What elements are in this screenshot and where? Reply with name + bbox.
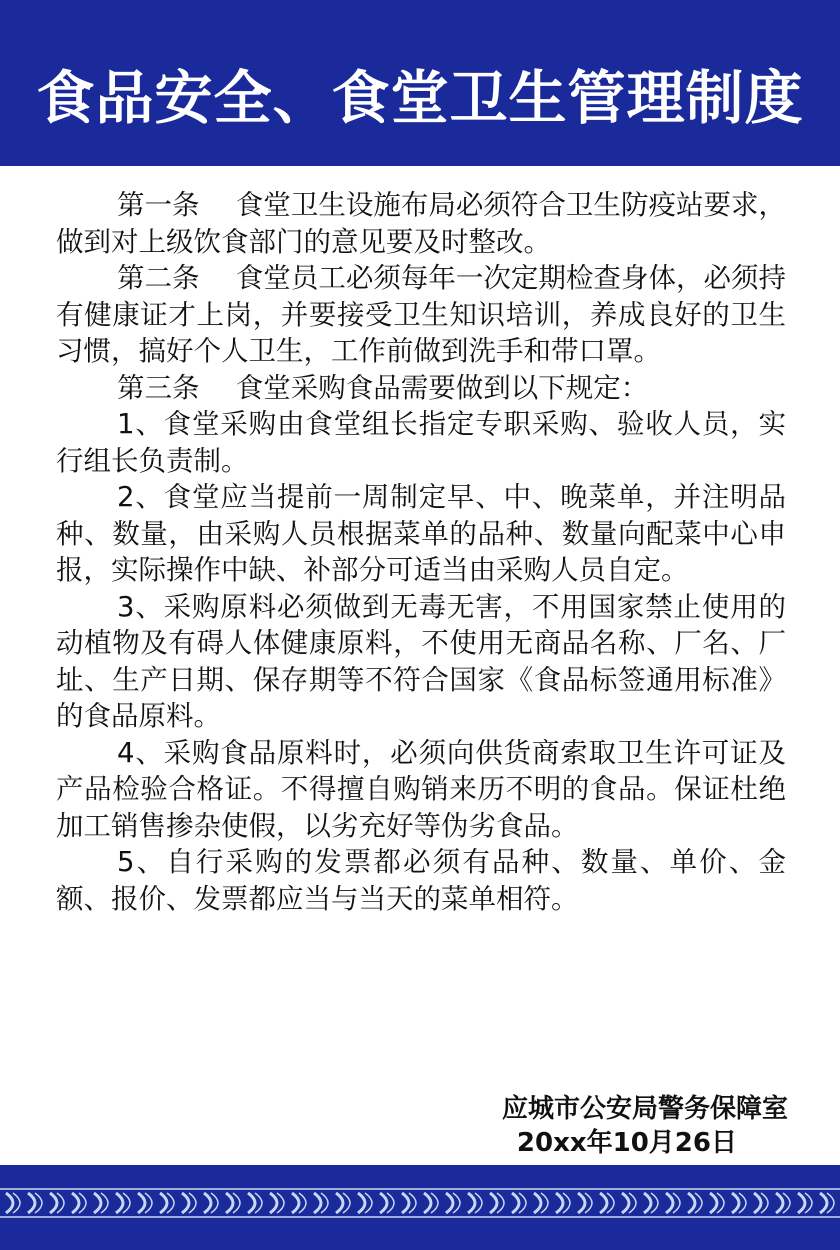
chevron-shape bbox=[204, 1193, 211, 1213]
chevron-shape bbox=[468, 1193, 475, 1213]
chevron-shape bbox=[28, 1193, 35, 1213]
chevron-shape bbox=[182, 1193, 189, 1213]
chevron-shape bbox=[292, 1193, 299, 1213]
chevron-shape bbox=[798, 1193, 805, 1213]
chevron-shape bbox=[578, 1193, 585, 1213]
rule-4-paragraph: 4、采购食品原料时，必须向供货商索取卫生许可证及产品检验合格证。不得擅自购销来历不明的食品。保证杜绝加工销售掺杂使假，以劣充好等伪劣食品。 bbox=[56, 736, 786, 842]
issuing-organization: 应城市公安局警务保障室 bbox=[501, 1094, 788, 1124]
chevron-shape bbox=[424, 1193, 431, 1213]
chevron-shape bbox=[226, 1193, 233, 1213]
regulation-body bbox=[56, 187, 786, 917]
chevron-shape bbox=[248, 1193, 255, 1213]
header-banner bbox=[0, 0, 840, 166]
chevron-shape bbox=[160, 1193, 167, 1213]
chevron-shape bbox=[380, 1193, 387, 1213]
footer-banner bbox=[0, 1165, 840, 1250]
chevron-shape bbox=[732, 1193, 739, 1213]
chevron-shape bbox=[72, 1193, 79, 1213]
chevron-shape bbox=[116, 1193, 123, 1213]
article-3-paragraph: 第三条 食堂采购食品需要做到以下规定： bbox=[117, 371, 649, 404]
chevron-shape bbox=[710, 1193, 717, 1213]
page-title: 食品安全、食堂卫生管理制度 bbox=[36, 64, 804, 132]
chevron-shape bbox=[754, 1193, 761, 1213]
chevron-shape bbox=[666, 1193, 673, 1213]
chevron-shape bbox=[600, 1193, 607, 1213]
chevron-shape bbox=[534, 1193, 541, 1213]
chevron-shape bbox=[50, 1193, 57, 1213]
chevron-shape bbox=[490, 1193, 497, 1213]
chevron-shape bbox=[622, 1193, 629, 1213]
rule-2-paragraph: 2、食堂应当提前一周制定早、中、晚菜单，并注明品种、数量，由采购人员根据菜单的品种、数量向配菜中心申报，实际操作中缺、补部分可适当由采购人员自定。 bbox=[56, 481, 786, 586]
rule-1-paragraph: 1、食堂采购由食堂组长指定专职采购、验收人员，实行组长负责制。 bbox=[56, 408, 786, 477]
chevron-shape bbox=[446, 1193, 453, 1213]
rule-5-paragraph: 5、自行采购的发票都必须有品种、数量、单价、金额、报价、发票都应当与当天的菜单相符。 bbox=[56, 846, 786, 915]
article-2-paragraph: 第二条 食堂员工必须每年一次定期检查身体，必须持有健康证才上岗，并要接受卫生知识培训，养成良好的卫生习惯，搞好个人卫生，工作前做到洗手和带口罩。 bbox=[56, 262, 786, 367]
chevron-shape bbox=[336, 1193, 343, 1213]
chevron-shape bbox=[358, 1193, 365, 1213]
chevron-shape bbox=[644, 1193, 651, 1213]
article-1-paragraph: 第一条 食堂卫生设施布局必须符合卫生防疫站要求，做到对上级饮食部门的意见要及时整改。 bbox=[56, 189, 786, 258]
chevron-border-decoration bbox=[0, 1165, 840, 1250]
chevron-shape bbox=[270, 1193, 277, 1213]
chevron-shape bbox=[512, 1193, 519, 1213]
chevron-row bbox=[0, 1189, 840, 1217]
chevron-shape bbox=[820, 1193, 827, 1213]
chevron-shape bbox=[402, 1193, 409, 1213]
chevron-shape bbox=[556, 1193, 563, 1213]
chevron-shape bbox=[776, 1193, 783, 1213]
chevron-shape bbox=[688, 1193, 695, 1213]
issue-date: 20xx年10月26日 bbox=[516, 1128, 737, 1158]
chevron-shape bbox=[94, 1193, 101, 1213]
chevron-shape bbox=[138, 1193, 145, 1213]
rule-3-paragraph: 3、采购原料必须做到无毒无害，不用国家禁止使用的动植物及有碍人体健康原料，不使用无商品名称、厂名、厂址、生产日期、保存期等不符合国家《食品标签通用标准》的食品原料。 bbox=[56, 590, 786, 732]
chevron-shape bbox=[6, 1193, 13, 1213]
chevron-shape bbox=[314, 1193, 321, 1213]
